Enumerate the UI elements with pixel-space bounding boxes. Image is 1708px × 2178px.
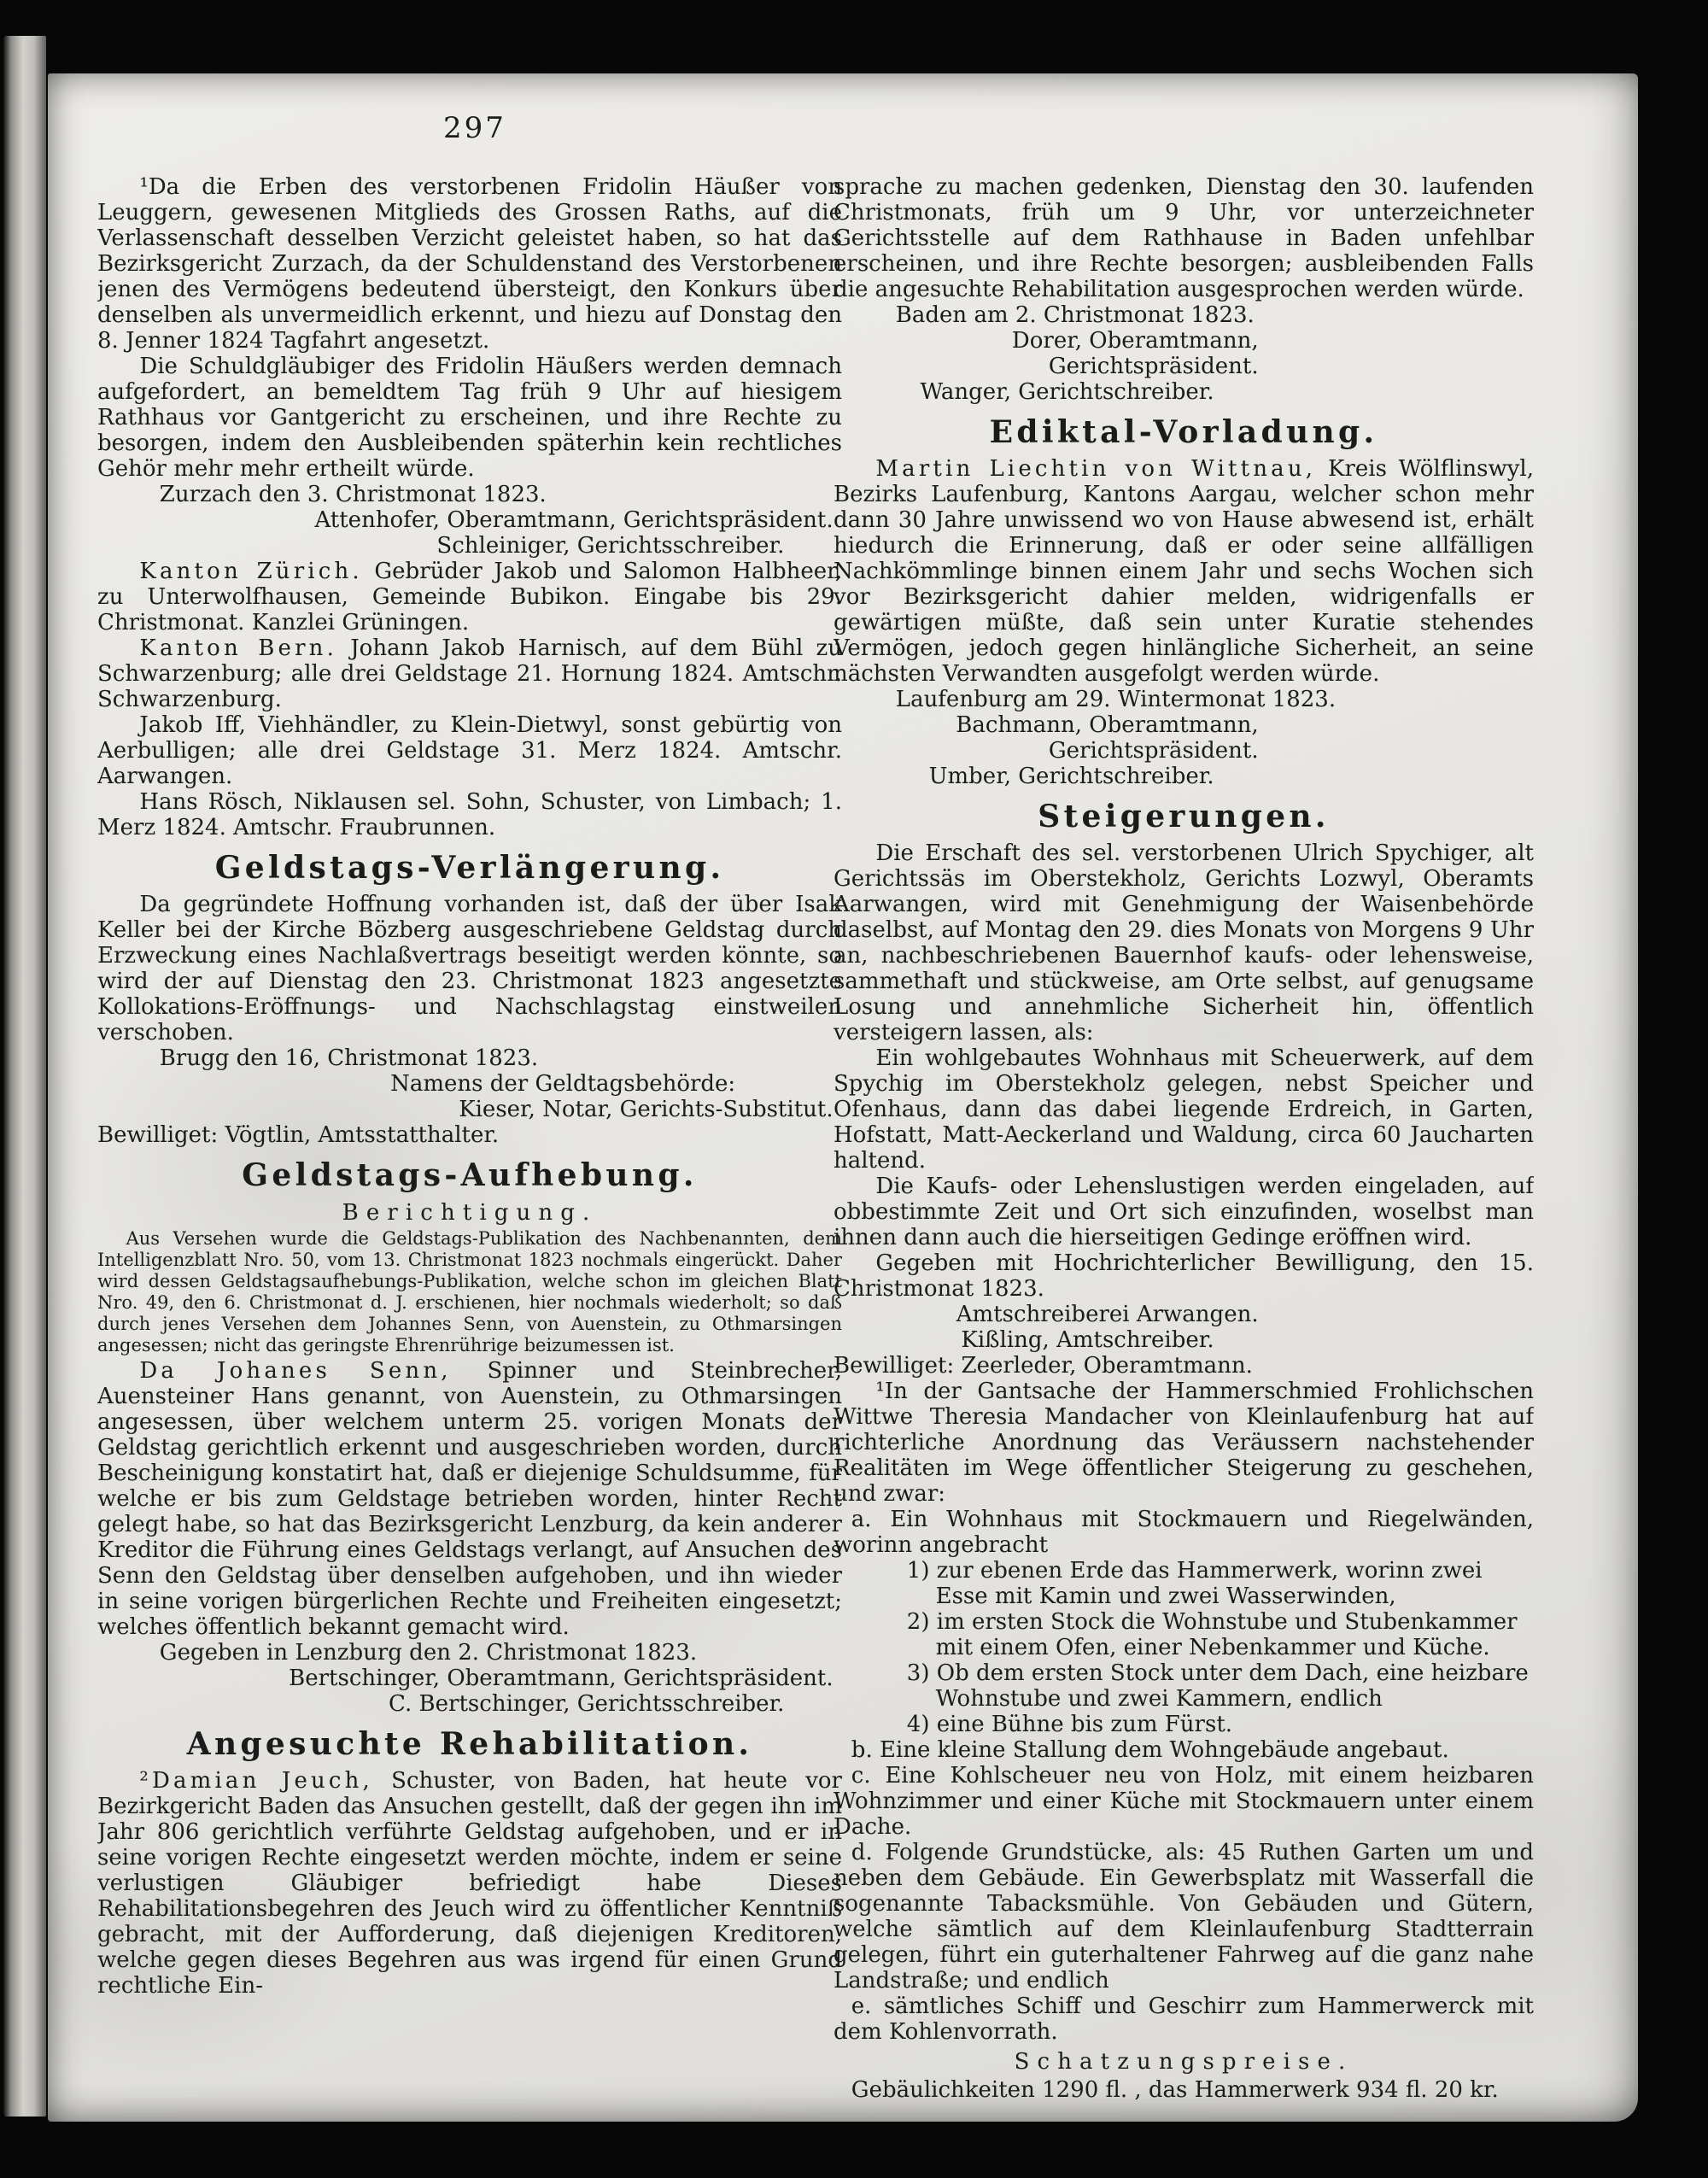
signature-line: C. Bertschinger, Gerichtsschreiber. [389, 1691, 785, 1717]
date-line: Baden am 2. Christmonat 1823. [895, 302, 1255, 328]
correction-note: Aus Versehen wurde die Geldstags-Publikation des Nachbenannten, dem Intelligenzblatt Nro. 50, vom 13. Christmonat 1823 nochmals eingerückt. Daher wird dessen Geldstagsaufhebungs-Publikation, welche schon im gleichen Blatt Nro. 49, den 6. Christmonat d. J. erschienen, hier nochmals wiederholt; so daß durch jenes Versehen dem Johannes Senn, von Auenstein, zu Othmarsingen angesessen; nicht das geringste Ehrenrührige beizumessen ist. [97, 1228, 842, 1355]
paragraph: ¹Da die Erben des verstorbenen Fridolin Häußer von Leuggern, gewesenen Mitglieds des Grossen Raths, auf die Verlassenschaft desselben Verzicht geleistet haben, so hat das Bezirksgericht Zurzach, da der Schuldenstand des Verstorbenen jenen des Vermögens bedeutend übersteigt, den Konkurs über denselben als unvermeidlich erkennt, und hiezu auf Donstag den 8. Jenner 1824 Tagfahrt angesetzt. [97, 174, 842, 354]
sub-list-item: 2) im ersten Stock die Wohnstube und Stubenkammer mit einem Ofen, einer Nebenkammer und Küche. [906, 1609, 1518, 1660]
paragraph: Kanton Zürich. Gebrüder Jakob und Salomon Halbheer, zu Unterwolfhausen, Gemeinde Bubikon. Eingabe bis 29. Christmonat. Kanzlei Grüningen. [97, 559, 842, 635]
date-line: Gegeben in Lenzburg den 2. Christmonat 1823. [159, 1640, 698, 1666]
signature-line: Namens der Geldtagsbehörde: [390, 1071, 736, 1097]
signature-line: Bertschinger, Oberamtmann, Gerichtspräsident. [289, 1666, 834, 1691]
paragraph: Kanton Bern. Johann Jakob Harnisch, auf dem Bühl zu Schwarzenburg; alle drei Geldstage 21. Hornung 1824. Amtschr. Schwarzenburg. [97, 635, 842, 712]
list-item: d. Folgende Grundstücke, als: 45 Ruthen Garten um und neben dem Gebäude. Ein Gewerbsplatz mit Wasserfall die sogenannte Tabacksmühle. Von Gebäuden und Gütern, welche sämtlich auf dem Kleinlaufenburg Stadtterrain gelegen, führt ein guterhaltener Fahrweg auf die ganz nahe Landstraße; und endlich [834, 1840, 1534, 1994]
signature-line: Umber, Gerichtschreiber. [928, 764, 1214, 789]
sub-heading: Schatzungspreise. [1014, 2049, 1354, 2075]
date-line: Laufenburg am 29. Wintermonat 1823. [895, 687, 1337, 712]
sub-list-item: 3) Ob dem ersten Stock unter dem Dach, eine heizbare Wohnstube und zwei Kammern, endlich [906, 1660, 1529, 1712]
section-heading: Ediktal-Vorladung. [989, 414, 1378, 450]
sub-heading: Berichtigung. [342, 1200, 598, 1226]
page-number: 297 [443, 111, 506, 145]
sub-list-item: 1) zur ebenen Erde das Hammerwerk, worinn zwei Esse mit Kamin und zwei Wasserwinden, [906, 1558, 1483, 1609]
adjacent-page-edge [3, 36, 46, 2117]
list-item: c. Eine Kohlscheuer neu von Holz, mit einem heizbaren Wohnzimmer und einer Küche mit Stockmauern unter einem Dache. [834, 1763, 1534, 1840]
spaced-lead-text: ²Damian Jeuch, [139, 1768, 373, 1794]
list-item: b. Eine kleine Stallung dem Wohngebäude angebaut. [851, 1737, 1449, 1763]
signature-line: Amtschreiberei Arwangen. [956, 1302, 1259, 1327]
paragraph: Da Johanes Senn, Spinner und Steinbrecher, Auensteiner Hans genannt, von Auenstein, zu Othmarsingen angesessen, über welchem unterm 25. vorigen Monats der Geldstag gerichtlich erkennt und ausgeschrieben worden, durch Bescheinigung konstatirt hat, daß er diejenige Schuldsumme, für welche er bis zum Geldstage betrieben worden, hinter Recht gelegt habe, so hat das Bezirksgericht Lenzburg, da kein anderer Kreditor die Führung eines Geldstags verlangt, auf Ansuchen des Senn den Geldstag über denselben aufgehoben, und ihn wieder in seine vorigen bürgerlichen Rechte und Freiheiten eingesetzt; welches öffentlich bekannt gemacht wird. [97, 1358, 842, 1640]
paragraph: ²Damian Jeuch, Schuster, von Baden, hat heute vor Bezirkgericht Baden das Ansuchen gestellt, daß der gegen ihn im Jahr 806 gerichtlich verführte Geldstag aufgehoben, und er in seine vorigen Rechte eingesetzt werden möchte, indem er seine verlustigen Gläubiger befriedigt habe Dieses Rehabilitationsbegehren des Jeuch wird zu öffentlicher Kenntniß gebracht, mit der Aufforderung, daß diejenigen Kreditoren, welche gegen dieses Begehren aus was irgend für einen Grund rechtliche Ein- [97, 1768, 842, 1999]
signature-line: Schleiniger, Gerichtsschreiber. [436, 533, 785, 559]
paragraph: Bewilliget: Vögtlin, Amtsstatthalter. [97, 1122, 500, 1148]
signature-line: Bachmann, Oberamtmann, Gerichtspräsident. [956, 712, 1259, 764]
list-item: a. Ein Wohnhaus mit Stockmauern und Riegelwänden, worinn angebracht [834, 1507, 1534, 1558]
signature-line: Kißling, Amtschreiber. [961, 1327, 1214, 1353]
signature-line: Attenhofer, Oberamtmann, Gerichtspräsident. [314, 507, 834, 533]
spaced-lead-text: Martin Liechtin von Wittnau, [875, 456, 1317, 482]
sub-list-item: 4) eine Bühne bis zum Fürst. [906, 1712, 1233, 1737]
date-line: Brugg den 16, Christmonat 1823. [159, 1045, 539, 1071]
newspaper-page [48, 73, 1638, 2122]
paragraph: Die Kaufs- oder Lehenslustigen werden eingeladen, auf obbestimmte Zeit und Ort sich einzufinden, woselbst man ihnen dann auch die hierseitigen Gedinge eröffnen wird. [834, 1174, 1534, 1250]
paragraph: Martin Liechtin von Wittnau, Kreis Wölflinswyl, Bezirks Laufenburg, Kantons Aargau, welcher schon mehr dann 30 Jahre unwissend wo von Hause abwesend ist, erhält hiedurch die Erinnerung, daß er oder seine allfälligen Nachkömmlinge binnen einem Jahr und sechs Wochen sich vor Bezirksgericht dahier melden, widrigenfalls er gewärtigen müßte, daß sein unter Kuratie stehendes Vermögen, jedoch gegen hinlängliche Sicherheit, an seine nächsten Verwandten ausgefolgt werden würde. [834, 456, 1534, 687]
paragraph: Hans Rösch, Niklausen sel. Sohn, Schuster, von Limbach; 1. Merz 1824. Amtschr. Fraubrunnen. [97, 789, 842, 840]
signature-line: Kieser, Notar, Gerichts-Substitut. [459, 1097, 834, 1122]
spaced-lead-text: Kanton Bern. [139, 635, 338, 661]
paragraph: ¹In der Gantsache der Hammerschmied Frohlichschen Wittwe Theresia Mandacher von Kleinlaufenburg hat auf richterliche Anordnung das Veräussern nachstehender Realitäten im Wege öffentlicher Steigerung zu geschehen, und zwar: [834, 1379, 1534, 1507]
paragraph: Ein wohlgebautes Wohnhaus mit Scheuerwerk, auf dem Spychig im Oberstekholz gelegen, nebst Speicher und Ofenhaus, dann das dabei liegende Erdreich, in Garten, Hofstatt, Matt-Aeckerland und Waldung, circa 60 Jaucharten haltend. [834, 1045, 1534, 1174]
list-item: Gebäulichkeiten 1290 fl. , das Hammerwerk 934 fl. 20 kr. [851, 2077, 1499, 2103]
list-item: e. sämtliches Schiff und Geschirr zum Hammerwerck mit dem Kohlenvorrath. [834, 1994, 1534, 2045]
paragraph: Die Schuldgläubiger des Fridolin Häußers werden demnach aufgefordert, an bemeldtem Tag früh 9 Uhr auf hiesigem Rathhaus vor Gantgericht zu erscheinen, und ihre Rechte zu besorgen, indem den Ausbleibenden späterhin kein rechtliches Gehör mehr mehr ertheilt würde. [97, 354, 842, 482]
section-heading: Steigerungen. [1038, 799, 1330, 834]
date-line: Zurzach den 3. Christmonat 1823. [159, 482, 547, 507]
paragraph: Jakob Iff, Viehhändler, zu Klein-Dietwyl, sonst gebürtig von Aerbulligen; alle drei Geldstage 31. Merz 1824. Amtschr. Aarwangen. [97, 712, 842, 789]
section-heading: Angesuchte Rehabilitation. [186, 1726, 753, 1762]
section-heading: Geldstags-Verlängerung. [214, 850, 725, 886]
paragraph: Da gegründete Hoffnung vorhanden ist, daß der über Isak Keller bei der Kirche Bözberg ausgeschriebene Geldstag durch Erzweckung eines Nachlaßvertrags beseitigt werden könnte, so wird der auf Dienstag den 23. Christmonat 1823 angesetzte Kollokations-Eröffnungs- und Nachschlagstag einstweilen verschoben. [97, 892, 842, 1045]
paragraph: Gegeben mit Hochrichterlicher Bewilligung, den 15. Christmonat 1823. [834, 1250, 1534, 1302]
signature-line: Wanger, Gerichtschreiber. [920, 379, 1214, 405]
signature-line: Dorer, Oberamtmann, Gerichtspräsident. [1011, 328, 1259, 379]
left-column [97, 174, 842, 2123]
spaced-lead-text: Kanton Zürich. [139, 559, 363, 584]
paragraph: Bewilliget: Zeerleder, Oberamtmann. [834, 1353, 1253, 1379]
spaced-lead-text: Da Johanes Senn, [139, 1358, 452, 1384]
right-column [834, 174, 1534, 2123]
paragraph: sprache zu machen gedenken, Dienstag den 30. laufenden Christmonats, früh um 9 Uhr, vor unterzeichneter Gerichtsstelle auf dem Rathhause in Baden unfehlbar erscheinen, und ihre Rechte besorgen; ausbleibenden Falls die angesuchte Rehabilitation ausgesprochen werden würde. [834, 174, 1534, 302]
section-heading: Geldstags-Aufhebung. [242, 1157, 698, 1193]
paragraph: Die Erschaft des sel. verstorbenen Ulrich Spychiger, alt Gerichtssäs im Oberstekholz, Gerichts Lozwyl, Oberamts Aarwangen, wird mit Genehmigung der Waisenbehörde daselbst, auf Montag den 29. dies Monats von Morgens 9 Uhr an, nachbeschriebenen Bauernhof kaufs- oder lehensweise, sammethaft und stückweise, am Orte selbst, auf genugsame Losung und annehmliche Sicherheit hin, öffentlich versteigern lassen, als: [834, 840, 1534, 1045]
